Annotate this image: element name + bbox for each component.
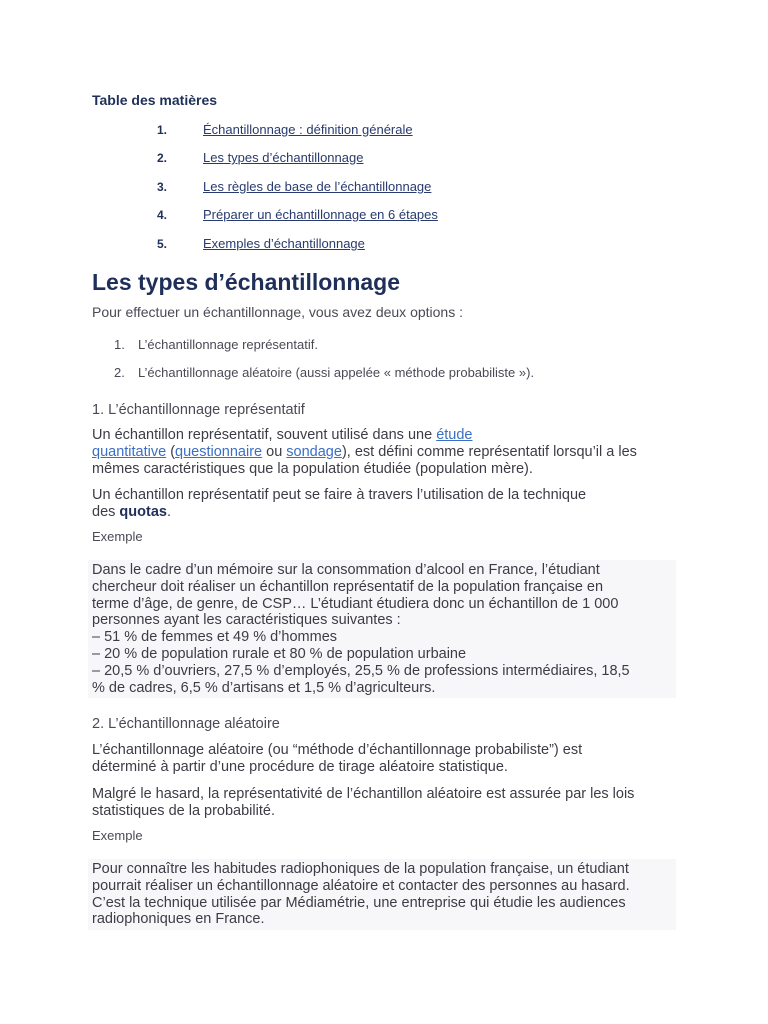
option-number: 2. <box>114 365 125 380</box>
toc-item-number: 2. <box>157 151 168 165</box>
option-label: L’échantillonnage représentatif. <box>138 337 318 352</box>
link-sondage[interactable]: sondage <box>286 444 342 460</box>
text-span: . <box>166 504 171 520</box>
text-span: ), est défini comme représentatif lorsqu’il a les <box>341 444 637 460</box>
toc-item-number: 3. <box>157 180 168 194</box>
paragraph-representatif-definition <box>92 427 682 478</box>
example-line: C’est la technique utilisée par Médiamétrie, une entreprise qui étudie les audiences <box>92 894 626 911</box>
link-questionnaire[interactable]: questionnaire <box>175 444 263 460</box>
toc-link-regles[interactable]: Les règles de base de l’échantillonnage <box>203 179 432 194</box>
example-line: terme d’âge, de genre, de CSP… L’étudiant étudiera donc un échantillon de 1 000 <box>92 595 619 612</box>
subsection-heading-representatif: 1. L’échantillonnage représentatif <box>92 402 305 418</box>
toc-item-number: 4. <box>157 208 168 222</box>
example-line: Dans le cadre d’un mémoire sur la consommation d’alcool en France, l’étudiant <box>92 562 600 578</box>
example-label: Exemple <box>92 529 143 544</box>
toc-item <box>157 206 438 224</box>
section-title: Les types d’échantillonnage <box>92 269 401 295</box>
paragraph-aleatoire-definition <box>92 742 682 776</box>
example-line: – 51 % de femmes et 49 % d’hommes <box>92 629 338 646</box>
subsection-heading-aleatoire: 2. L’échantillonnage aléatoire <box>92 716 280 732</box>
link-quantitative[interactable]: quantitative <box>92 444 167 460</box>
paragraph-representatif-quotas <box>92 487 682 521</box>
text-line: mêmes caractéristiques que la population étudiée (population mère). <box>92 461 533 477</box>
text-line: Malgré le hasard, la représentativité de l’échantillon aléatoire est assurée par les lois <box>92 786 635 802</box>
toc-item <box>157 121 413 139</box>
toc-item <box>157 235 365 253</box>
example-line: Pour connaître les habitudes radiophoniques de la population française, un étudiant <box>92 861 629 877</box>
link-etude[interactable]: étude <box>436 427 473 443</box>
toc-item-number: 5. <box>157 237 168 251</box>
example-box-representatif <box>88 560 676 698</box>
paragraph-aleatoire-probabilite <box>92 786 682 820</box>
text-line: L’échantillonnage aléatoire (ou “méthode d’échantillonnage probabiliste”) est <box>92 742 583 758</box>
example-box-aleatoire <box>88 859 676 930</box>
toc-item-number: 1. <box>157 123 168 137</box>
toc-item <box>157 178 431 196</box>
toc-link-preparer[interactable]: Préparer un échantillonnage en 6 étapes <box>203 207 438 222</box>
toc-title: Table des matières <box>92 92 218 108</box>
toc-item <box>157 149 363 167</box>
text-line: statistiques de la probabilité. <box>92 803 275 819</box>
example-line: chercheur doit réaliser un échantillon représentatif de la population française en <box>92 578 604 595</box>
example-line: personnes ayant les caractéristiques suivantes : <box>92 612 401 629</box>
example-line: – 20 % de population rurale et 80 % de population urbaine <box>92 645 467 662</box>
example-line: radiophoniques en France. <box>92 911 265 928</box>
option-label: L’échantillonnage aléatoire (aussi appelée « méthode probabiliste »). <box>138 365 535 380</box>
example-line: % de cadres, 6,5 % d’artisans et 1,5 % d’agriculteurs. <box>92 679 436 696</box>
toc-link-exemples[interactable]: Exemples d’échantillonnage <box>203 236 365 251</box>
option-number: 1. <box>114 337 125 352</box>
text-span: ( <box>166 444 176 460</box>
text-line: Un échantillon représentatif peut se faire à travers l’utilisation de la technique <box>92 487 587 503</box>
text-span: ou <box>262 444 287 460</box>
toc-link-definition[interactable]: Échantillonnage : définition générale <box>203 122 413 137</box>
text-span: Un échantillon représentatif, souvent utilisé dans une <box>92 427 437 443</box>
option-item <box>114 365 534 380</box>
text-line: déterminé à partir d’une procédure de tirage aléatoire statistique. <box>92 759 508 775</box>
option-item <box>114 337 318 352</box>
example-line: – 20,5 % d’ouvriers, 27,5 % d’employés, 25,5 % de professions intermédiaires, 18,5 <box>92 662 630 679</box>
bold-quotas: quotas <box>119 504 167 520</box>
example-line: pourrait réaliser un échantillonnage aléatoire et contacter des personnes au hasard. <box>92 877 630 894</box>
toc-link-types[interactable]: Les types d’échantillonnage <box>203 150 364 165</box>
text-span: des <box>92 504 120 520</box>
example-label: Exemple <box>92 828 143 843</box>
section-intro: Pour effectuer un échantillonnage, vous avez deux options : <box>92 304 463 320</box>
